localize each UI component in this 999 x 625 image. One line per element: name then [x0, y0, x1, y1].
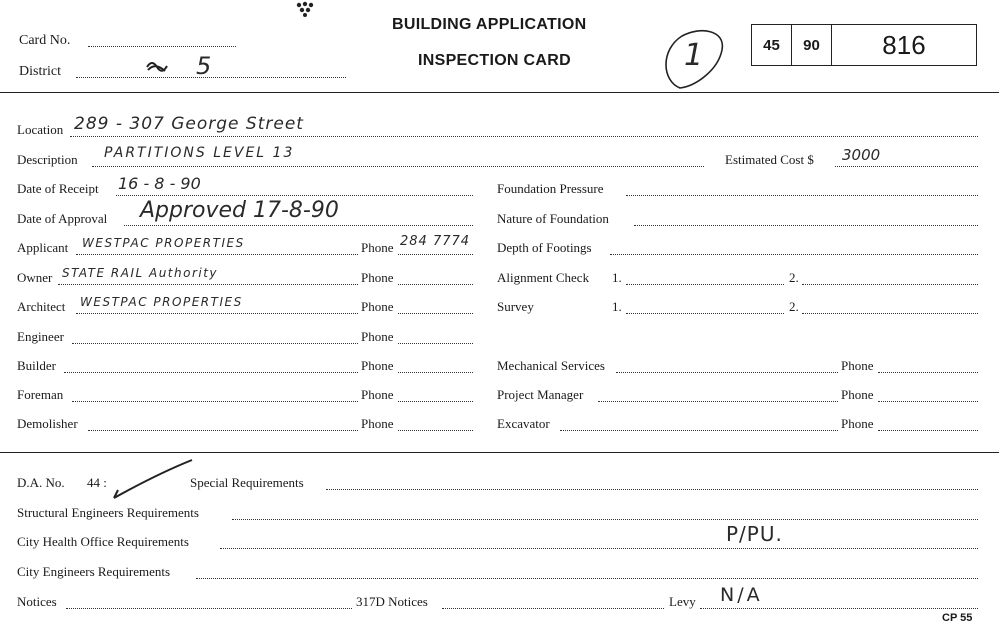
health-requirements-field[interactable]	[220, 548, 978, 549]
survey-num2: 2.	[789, 299, 799, 314]
mechanical-services-field[interactable]	[616, 372, 838, 373]
notices-317d-label: 317D Notices	[356, 594, 428, 609]
foreman-field[interactable]	[72, 401, 358, 402]
card-no-label: Card No.	[19, 33, 71, 48]
excavator-label: Excavator	[497, 416, 550, 431]
builder-label: Builder	[17, 358, 56, 373]
card-title-line1: BUILDING APPLICATION	[392, 16, 587, 33]
foreman-phone-label: Phone	[361, 387, 394, 402]
structural-requirements-label: Structural Engineers Requirements	[17, 505, 199, 520]
alignment-check-field-1[interactable]	[626, 284, 784, 285]
engineer-phone-label: Phone	[361, 329, 394, 344]
district-scribble	[146, 58, 168, 76]
excavator-phone-label: Phone	[841, 416, 874, 431]
architect-label: Architect	[17, 299, 66, 314]
engineer-field[interactable]	[72, 343, 358, 344]
architect-phone-field[interactable]	[398, 313, 473, 314]
applicant-field[interactable]	[76, 254, 358, 255]
location-field[interactable]	[70, 136, 978, 137]
owner-phone-label: Phone	[361, 270, 394, 285]
box-code-1: 45	[752, 25, 792, 65]
card-number-box	[751, 24, 977, 66]
special-requirements-label: Special Requirements	[190, 475, 304, 490]
mechanical-services-label: Mechanical Services	[497, 358, 605, 373]
da-check-mark	[112, 458, 194, 502]
da-no-value: 44 :	[87, 475, 107, 490]
depth-footings-label: Depth of Footings	[497, 240, 592, 255]
box-code-2: 90	[792, 25, 832, 65]
date-approval-value: Approved 17-8-90	[140, 198, 339, 223]
engineer-label: Engineer	[17, 329, 64, 344]
alignment-check-field-2[interactable]	[802, 284, 978, 285]
notices-field[interactable]	[66, 608, 352, 609]
levy-label: Levy	[669, 594, 696, 609]
alignment-check-num1: 1.	[612, 270, 622, 285]
applicant-phone-field[interactable]	[398, 254, 473, 255]
project-manager-phone-label: Phone	[841, 387, 874, 402]
engineers-requirements-label: City Engineers Requirements	[17, 564, 171, 579]
architect-field[interactable]	[76, 313, 358, 314]
mechanical-phone-field[interactable]	[878, 372, 978, 373]
levy-field[interactable]	[700, 608, 978, 609]
foreman-phone-field[interactable]	[398, 401, 473, 402]
date-receipt-label: Date of Receipt	[17, 181, 99, 196]
notices-label: Notices	[17, 594, 57, 609]
card-title-line2: INSPECTION CARD	[418, 52, 571, 69]
project-manager-field[interactable]	[598, 401, 838, 402]
survey-num1: 1.	[612, 299, 622, 314]
project-manager-label: Project Manager	[497, 387, 584, 402]
mechanical-phone-label: Phone	[841, 358, 874, 373]
demolisher-label: Demolisher	[17, 416, 78, 431]
architect-value: WESTPAC PROPERTIES	[80, 295, 243, 309]
builder-phone-label: Phone	[361, 358, 394, 373]
health-requirements-label: City Health Office Requirements	[17, 534, 189, 549]
location-value: 289 - 307 George Street	[74, 114, 304, 134]
applicant-value: WESTPAC PROPERTIES	[82, 236, 245, 250]
header-divider	[0, 92, 999, 93]
survey-field-1[interactable]	[626, 313, 784, 314]
demolisher-phone-label: Phone	[361, 416, 394, 431]
location-label: Location	[17, 122, 64, 137]
applicant-phone-label: Phone	[361, 240, 394, 255]
excavator-phone-field[interactable]	[878, 430, 978, 431]
nature-foundation-label: Nature of Foundation	[497, 211, 609, 226]
owner-value: STATE RAIL Authority	[62, 266, 219, 280]
da-no-label: D.A. No.	[17, 475, 65, 490]
estimated-cost-label: Estimated Cost $	[725, 152, 814, 167]
owner-field[interactable]	[58, 284, 358, 285]
special-requirements-field[interactable]	[326, 489, 978, 490]
date-receipt-value: 16 - 8 - 90	[118, 174, 201, 193]
survey-field-2[interactable]	[802, 313, 978, 314]
demolisher-field[interactable]	[88, 430, 358, 431]
applicant-label: Applicant	[17, 240, 69, 255]
date-receipt-field[interactable]	[116, 195, 473, 196]
structural-requirements-field[interactable]	[232, 519, 978, 520]
circled-number: 1	[684, 38, 704, 73]
district-label: District	[19, 64, 61, 79]
excavator-field[interactable]	[560, 430, 838, 431]
depth-footings-field[interactable]	[610, 254, 978, 255]
applicant-phone-value: 284 7774	[400, 234, 471, 249]
details-divider	[0, 452, 999, 453]
nature-foundation-field[interactable]	[634, 225, 978, 226]
engineer-phone-field[interactable]	[398, 343, 473, 344]
foundation-pressure-label: Foundation Pressure	[497, 181, 604, 196]
estimated-cost-field[interactable]	[835, 166, 978, 167]
date-approval-field[interactable]	[124, 225, 473, 226]
alignment-check-num2: 2.	[789, 270, 799, 285]
date-approval-label: Date of Approval	[17, 211, 108, 226]
ink-blot-mark	[293, 0, 323, 18]
demolisher-phone-field[interactable]	[398, 430, 473, 431]
foundation-pressure-field[interactable]	[626, 195, 978, 196]
card-no-field[interactable]	[88, 46, 236, 47]
notices-317d-field[interactable]	[442, 608, 664, 609]
description-field[interactable]	[92, 166, 704, 167]
description-label: Description	[17, 152, 78, 167]
engineers-requirements-field[interactable]	[196, 578, 978, 579]
alignment-check-label: Alignment Check	[497, 270, 590, 285]
levy-value: N/A	[720, 584, 763, 606]
health-requirements-value: P/PU.	[726, 522, 783, 546]
footer-code: CP 55	[942, 612, 973, 624]
district-value: 5	[196, 52, 212, 80]
description-value: PARTITIONS LEVEL 13	[104, 145, 295, 161]
builder-field[interactable]	[64, 372, 358, 373]
project-manager-phone-field[interactable]	[878, 401, 978, 402]
builder-phone-field[interactable]	[398, 372, 473, 373]
foreman-label: Foreman	[17, 387, 64, 402]
box-number: 816	[882, 29, 926, 60]
architect-phone-label: Phone	[361, 299, 394, 314]
estimated-cost-value: 3000	[842, 146, 881, 164]
owner-label: Owner	[17, 270, 53, 285]
survey-label: Survey	[497, 299, 534, 314]
owner-phone-field[interactable]	[398, 284, 473, 285]
